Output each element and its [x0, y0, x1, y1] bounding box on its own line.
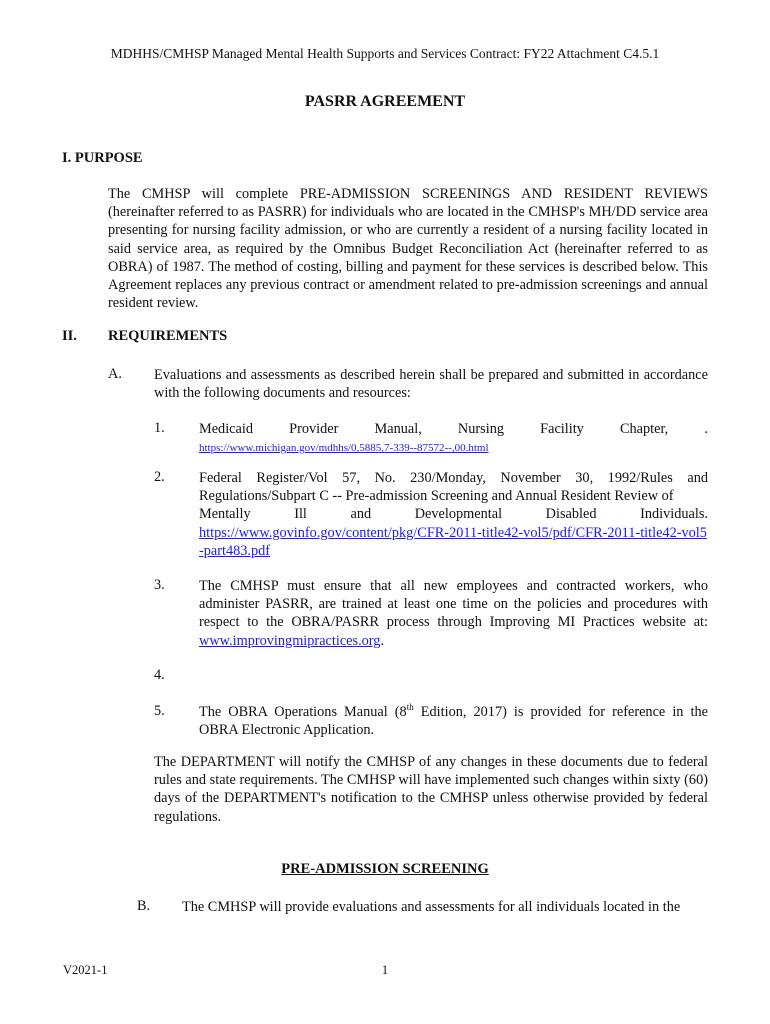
list-item-3-number: 3. [154, 577, 165, 593]
list-item-1 [199, 420, 708, 456]
department-notice-paragraph: The DEPARTMENT will notify the CMHSP of any changes in these documents due to federal rules and state requirements. The CMHSP will have implemented such changes within sixty (60) days of the DEPARTMENT's notification to the CMHSP unless otherwise provided by federal regulations. [154, 754, 708, 825]
item-a-label: A. [108, 366, 122, 382]
item-b-label: B. [137, 898, 151, 914]
pre-admission-heading: PRE-ADMISSION SCREENING [281, 861, 489, 877]
medicaid-manual-link[interactable]: https://www.michigan.gov/mdhhs/0,5885,7-339--87572--,00.html [199, 442, 489, 455]
list-item-2-number: 2. [154, 469, 165, 485]
list-item-2-text: Federal Register/Vol 57, No. 230/Monday, November 30, 1992/Rules and Regulations/Subpart C -- Pre-admission Screening and Annual Resident Review of [199, 470, 708, 505]
footer-page-number: 1 [381, 963, 389, 977]
list-item-3: The CMHSP must ensure that all new employees and contracted workers, who administer PASRR, are trained at least one time on the policies and procedures with respect to the OBRA/PASRR process through Improving MI Practices website at: www.improvingmipractices.org. [199, 578, 708, 649]
page-header: MDHHS/CMHSP Managed Mental Health Supports and Services Contract: FY22 Attachment C4.5.1 [110, 46, 660, 61]
section-1-heading: I. PURPOSE [62, 150, 143, 166]
list-item-3-text: The CMHSP must ensure that all new employees and contracted workers, who administer PASRR, are trained at least one time on the policies and procedures with respect to the OBRA/PASRR process through Improving MI Practices website at: [199, 578, 708, 631]
improving-mi-practices-link[interactable]: www.improvingmipractices.org [199, 632, 381, 649]
list-item-5-number: 5. [154, 703, 165, 719]
footer-version: V2021-1 [63, 963, 108, 977]
list-item-2-justified-line: Mentally Ill and Developmental Disabled Individuals. [199, 506, 708, 523]
section-2-heading: REQUIREMENTS [108, 328, 228, 344]
list-item-2 [199, 469, 708, 560]
item-b-text: The CMHSP will provide evaluations and assessments for all individuals located in the [182, 899, 681, 915]
section-2-number: II. [62, 328, 77, 344]
list-item-1-text: Medicaid Provider Manual, Nursing Facility Chapter, . [199, 421, 708, 437]
document-title: PASRR AGREEMENT [304, 93, 466, 110]
list-item-4-number: 4. [154, 667, 165, 683]
federal-register-link[interactable]: https://www.govinfo.gov/content/pkg/CFR-2011-title42-vol5/pdf/CFR-2011-title42-vol5-part483.pdf [199, 524, 707, 559]
list-item-1-number: 1. [154, 420, 165, 436]
list-item-5: The OBRA Operations Manual (8th Edition, 2017) is provided for reference in the OBRA Electronic Application. [199, 702, 708, 739]
purpose-paragraph: The CMHSP will complete PRE-ADMISSION SCREENINGS AND RESIDENT REVIEWS (hereinafter referred to as PASRR) for individuals who are located in the CMHSP's MH/DD service area presenting for nursing facility admission, or who are currently a resident of a nursing facility located in said service area, as required by the Omnibus Budget Reconciliation Act (hereinafter referred to as OBRA) of 1987. The method of costing, billing and payment for these services is described below. This Agreement replaces any previous contract or amendment related to pre-admission screenings and annual resident review. [108, 186, 708, 312]
item-a-text: Evaluations and assessments as described herein shall be prepared and submitted in accordance with the following documents and resources: [154, 367, 708, 402]
